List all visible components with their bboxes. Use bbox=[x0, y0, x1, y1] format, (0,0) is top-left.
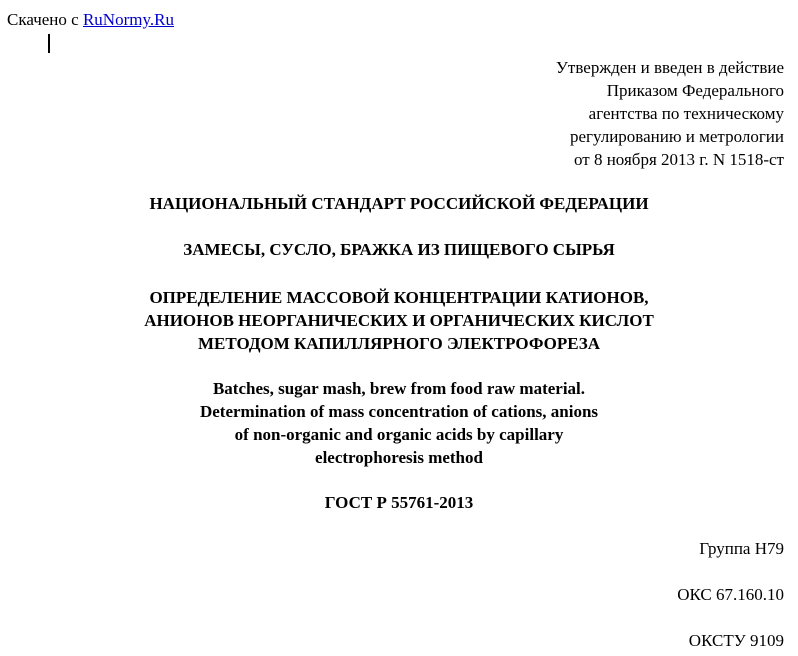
approval-block bbox=[556, 56, 784, 171]
source-line bbox=[7, 9, 174, 31]
method-title-line: ОПРЕДЕЛЕНИЕ МАССОВОЙ КОНЦЕНТРАЦИИ КАТИОНОВ, bbox=[149, 288, 649, 307]
approval-line: Утвержден и введен в действие bbox=[555, 58, 784, 77]
oks-code: ОКС 67.160.10 bbox=[677, 585, 784, 604]
english-title bbox=[0, 377, 798, 469]
english-title-line: Determination of mass concentration of cations, anions bbox=[199, 402, 599, 421]
approval-line: Приказом Федерального bbox=[606, 81, 784, 100]
english-title-line: electrophoresis method bbox=[315, 448, 483, 467]
source-link[interactable]: RuNormy.Ru bbox=[82, 10, 174, 29]
method-title-line: АНИОНОВ НЕОРГАНИЧЕСКИХ И ОРГАНИЧЕСКИХ КИСЛОТ bbox=[144, 311, 654, 330]
okstu-code: ОКСТУ 9109 bbox=[688, 631, 784, 650]
english-title-line: of non-organic and organic acids by capillary bbox=[234, 425, 564, 444]
approval-line: агентства по техническому bbox=[588, 104, 784, 123]
method-title bbox=[0, 286, 798, 355]
standard-title: НАЦИОНАЛЬНЫЙ СТАНДАРТ РОССИЙСКОЙ ФЕДЕРАЦИИ bbox=[149, 194, 649, 213]
english-title-line: Batches, sugar mash, brew from food raw material. bbox=[212, 379, 586, 398]
text-cursor bbox=[48, 34, 50, 53]
approval-line: регулированию и метрологии bbox=[569, 127, 784, 146]
approval-line: от 8 ноября 2013 г. N 1518-ст bbox=[574, 150, 784, 169]
source-prefix: Скачено с bbox=[7, 10, 83, 29]
gost-number: ГОСТ Р 55761-2013 bbox=[324, 493, 474, 512]
product-title: ЗАМЕСЫ, СУСЛО, БРАЖКА ИЗ ПИЩЕВОГО СЫРЬЯ bbox=[183, 240, 615, 259]
group-code: Группа Н79 bbox=[699, 539, 784, 558]
method-title-line: МЕТОДОМ КАПИЛЛЯРНОГО ЭЛЕКТРОФОРЕЗА bbox=[197, 334, 601, 353]
